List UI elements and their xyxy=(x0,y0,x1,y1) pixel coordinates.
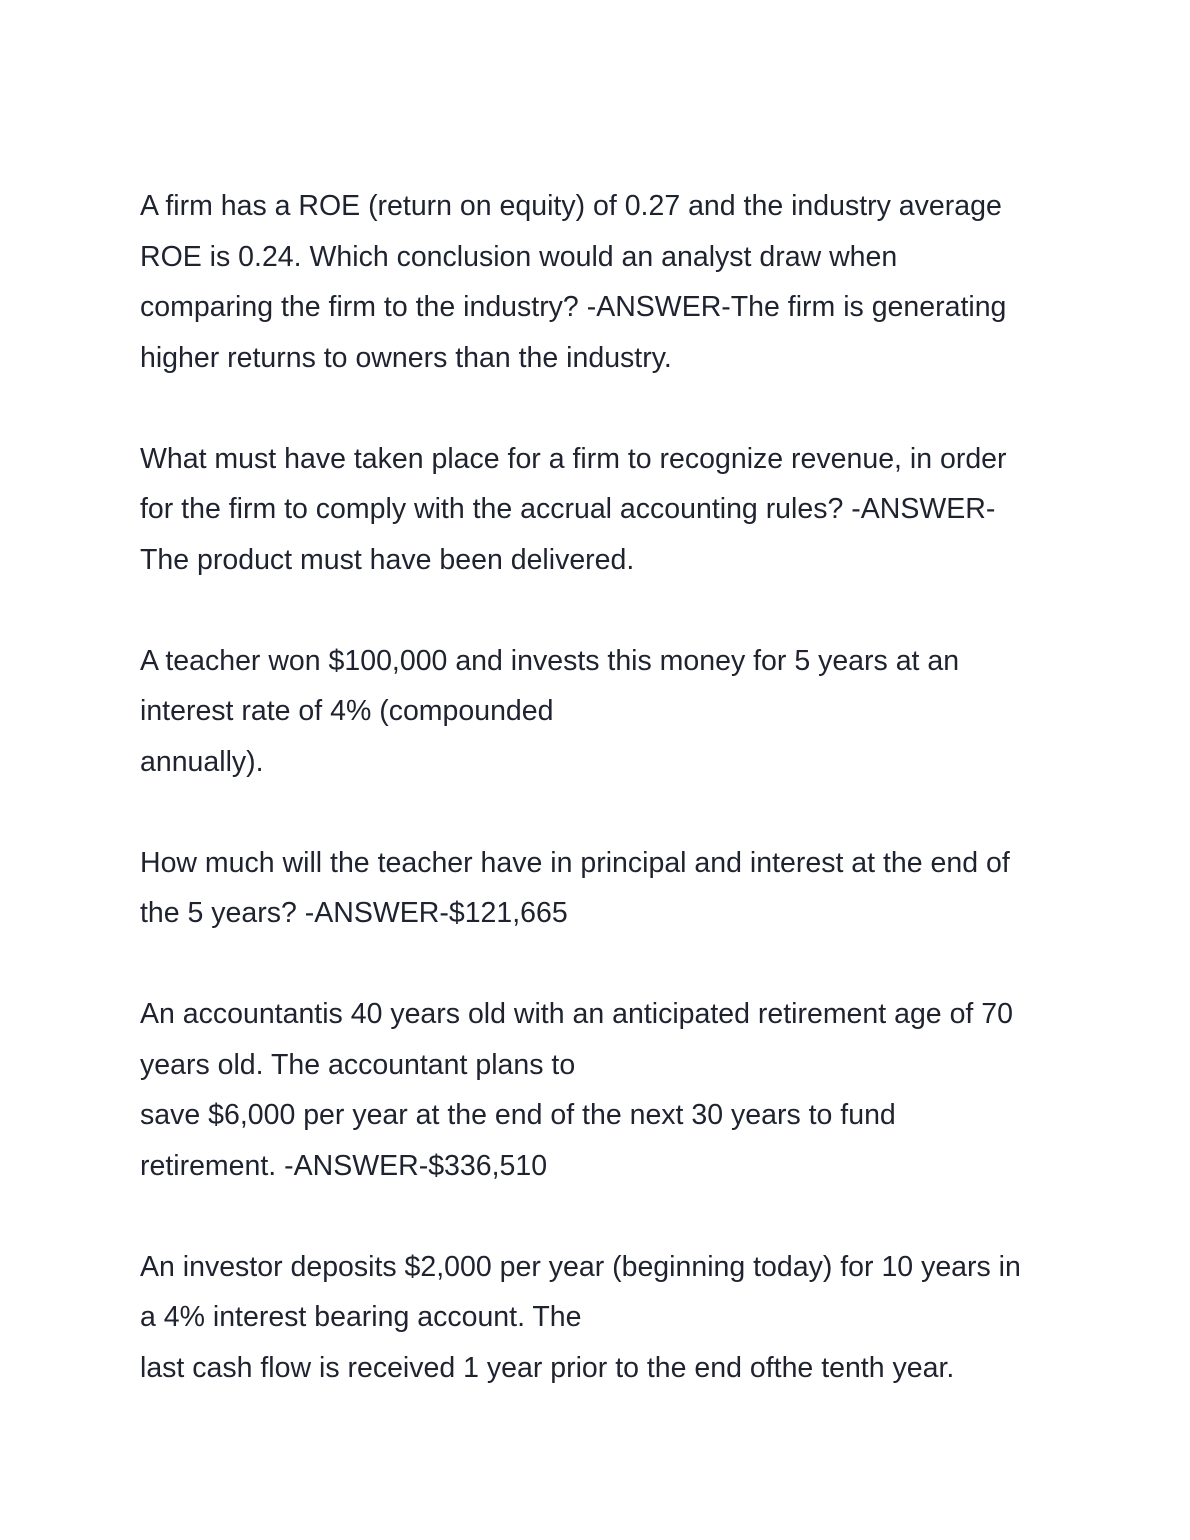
text-line: higher returns to owners than the industry. xyxy=(140,341,672,374)
text-line: years old. The accountant plans to xyxy=(140,1048,576,1081)
paragraph-teacher-question xyxy=(140,838,1070,939)
text-line: ROE is 0.24. Which conclusion would an analyst draw when xyxy=(140,240,898,273)
document-body xyxy=(140,181,1070,1444)
text-line: save $6,000 per year at the end of the next 30 years to fund xyxy=(140,1099,896,1131)
text-line: interest rate of 4% (compounded xyxy=(140,695,554,727)
text-line: the 5 years? -ANSWER-$121,665 xyxy=(140,897,568,929)
paragraph-roe-question xyxy=(140,181,1070,383)
paragraph-revenue-question xyxy=(140,434,1070,586)
paragraph-accountant-question xyxy=(140,989,1070,1191)
text-line: last cash flow is received 1 year prior to the end ofthe tenth year. xyxy=(140,1351,955,1384)
paragraph-teacher-scenario xyxy=(140,636,1070,788)
text-line: What must have taken place for a firm to recognize revenue, in order xyxy=(140,442,1007,475)
text-line: A teacher won $100,000 and invests this money for 5 years at an xyxy=(140,644,960,677)
paragraph-investor-question xyxy=(140,1242,1070,1394)
text-line: retirement. -ANSWER-$336,510 xyxy=(140,1149,548,1182)
text-line: A firm has a ROE (return on equity) of 0.27 and the industry average xyxy=(140,190,1002,222)
text-line: The product must have been delivered. xyxy=(140,543,635,576)
text-line: comparing the firm to the industry? -ANSWER-The firm is generating xyxy=(140,291,1007,323)
text-line: annually). xyxy=(140,745,264,778)
text-line: An investor deposits $2,000 per year (beginning today) for 10 years in xyxy=(140,1250,1021,1283)
text-line: for the firm to comply with the accrual accounting rules? -ANSWER- xyxy=(140,493,996,525)
text-line: a 4% interest bearing account. The xyxy=(140,1301,582,1333)
text-line: How much will the teacher have in principal and interest at the end of xyxy=(140,846,1010,879)
text-line: An accountantis 40 years old with an anticipated retirement age of 70 xyxy=(140,998,1013,1030)
